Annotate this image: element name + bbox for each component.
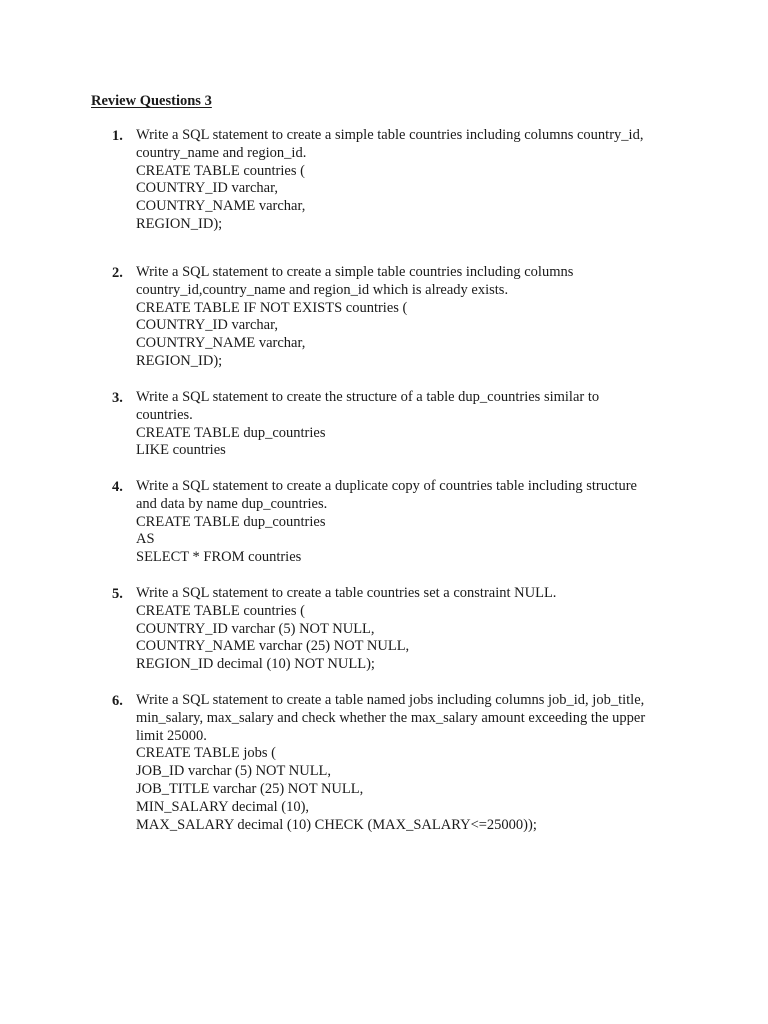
question-prompt-line: Write a SQL statement to create the structure of a table dup_countries similar to	[136, 389, 600, 405]
question-prompt-line: Write a SQL statement to create a simple table countries including columns	[136, 264, 574, 280]
question-number: 6.	[112, 693, 123, 709]
question-body	[136, 692, 672, 834]
sql-answer-line: REGION_ID decimal (10) NOT NULL);	[136, 656, 375, 673]
question-body	[136, 127, 672, 234]
question-number: 3.	[112, 390, 123, 406]
question-body	[136, 585, 672, 674]
question-6	[112, 692, 672, 834]
sql-answer-line: AS	[136, 531, 155, 548]
question-number: 1.	[112, 128, 123, 144]
sql-answer-line: CREATE TABLE countries (	[136, 162, 305, 179]
question-body	[136, 478, 672, 567]
sql-answer-line: LIKE countries	[136, 442, 226, 459]
question-3	[112, 389, 672, 460]
sql-answer-line: COUNTRY_NAME varchar (25) NOT NULL,	[136, 638, 410, 655]
question-body	[136, 389, 672, 460]
question-number: 5.	[112, 586, 123, 602]
question-prompt-line: country_id,country_name and region_id which is already exists.	[136, 281, 509, 298]
sql-answer-line: CREATE TABLE jobs (	[136, 745, 276, 762]
sql-answer-line: REGION_ID);	[136, 352, 223, 369]
question-prompt-line: min_salary, max_salary and check whether the max_salary amount exceeding the upper	[136, 709, 646, 726]
question-prompt-line: Write a SQL statement to create a table countries set a constraint NULL.	[136, 585, 557, 601]
question-prompt-line: and data by name dup_countries.	[136, 495, 328, 512]
question-prompt-line: countries.	[136, 406, 193, 423]
sql-answer-line: CREATE TABLE IF NOT EXISTS countries (	[136, 299, 408, 316]
question-1	[112, 127, 672, 234]
sql-answer-line: COUNTRY_NAME varchar,	[136, 198, 306, 215]
sql-answer-line: CREATE TABLE dup_countries	[136, 424, 326, 441]
sql-answer-line: COUNTRY_ID varchar (5) NOT NULL,	[136, 620, 375, 637]
question-prompt-line: country_name and region_id.	[136, 144, 307, 161]
question-4	[112, 478, 672, 567]
question-prompt-line: Write a SQL statement to create a simple table countries including columns country_id,	[136, 127, 644, 143]
sql-answer-line: MAX_SALARY decimal (10) CHECK (MAX_SALARY<=25000));	[136, 816, 537, 833]
sql-answer-line: REGION_ID);	[136, 215, 223, 232]
sql-answer-line: MIN_SALARY decimal (10),	[136, 798, 310, 815]
sql-answer-line: CREATE TABLE countries (	[136, 602, 305, 619]
question-prompt-line: Write a SQL statement to create a duplicate copy of countries table including structure	[136, 478, 637, 494]
question-prompt-line: Write a SQL statement to create a table named jobs including columns job_id, job_title,	[136, 692, 645, 708]
sql-answer-line: JOB_ID varchar (5) NOT NULL,	[136, 763, 332, 780]
sql-answer-line: COUNTRY_ID varchar,	[136, 317, 278, 334]
question-number: 2.	[112, 265, 123, 281]
sql-answer-line: CREATE TABLE dup_countries	[136, 513, 326, 530]
question-2	[112, 264, 672, 371]
sql-answer-line: COUNTRY_NAME varchar,	[136, 335, 306, 352]
sql-answer-line: JOB_TITLE varchar (25) NOT NULL,	[136, 780, 364, 797]
question-5	[112, 585, 672, 674]
sql-answer-line: COUNTRY_ID varchar,	[136, 180, 278, 197]
question-number: 4.	[112, 479, 123, 495]
question-prompt-line: limit 25000.	[136, 727, 207, 744]
sql-answer-line: SELECT * FROM countries	[136, 549, 302, 566]
document-title: Review Questions 3	[91, 93, 212, 109]
question-body	[136, 264, 672, 371]
